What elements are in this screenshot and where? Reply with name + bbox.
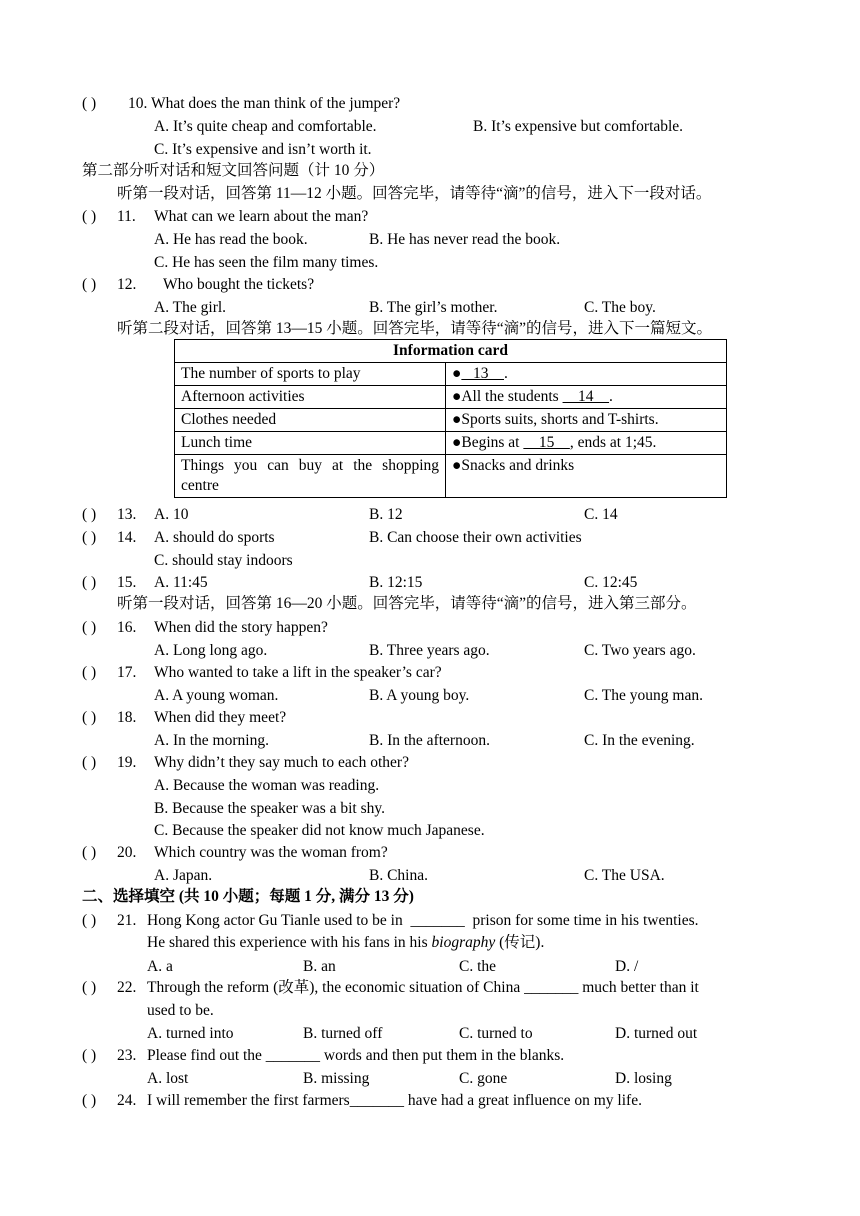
answer-paren[interactable]: ( )	[82, 1092, 97, 1109]
question-number: 19.	[117, 754, 137, 771]
question-11-stem: What can we learn about the man?	[154, 208, 369, 225]
question-number: 24.	[117, 1092, 137, 1109]
card-label-afternoon: Afternoon activities	[175, 386, 446, 409]
card-title: Information card	[175, 340, 727, 363]
part2-heading: 第二部分听对话和短文回答问题（计 10 分）	[82, 162, 385, 179]
q14-option-b: B. Can choose their own activities	[369, 529, 582, 546]
q15-option-b: B. 12:15	[369, 574, 423, 591]
answer-paren[interactable]: ( )	[82, 844, 97, 861]
q17-option-c: C. The young man.	[584, 687, 703, 704]
q18-option-c: C. In the evening.	[584, 732, 695, 749]
q11-option-a: A. He has read the book.	[154, 231, 308, 248]
q21-option-b: B. an	[303, 958, 336, 975]
question-number: 22.	[117, 979, 137, 996]
card-value-shopping: ●Snacks and drinks	[446, 455, 727, 498]
q12-option-c: C. The boy.	[584, 299, 656, 316]
question-10-stem: 10. What does the man think of the jumper?	[128, 95, 401, 112]
question-18-stem: When did they meet?	[154, 709, 287, 726]
question-number: 23.	[117, 1047, 137, 1064]
question-24-stem: I will remember the first farmers_______ have had a great influence on my life.	[147, 1092, 642, 1109]
q20-option-b: B. China.	[369, 867, 428, 884]
question-22-stem-line1: Through the reform (改革), the economic situation of China _______ much better than it	[147, 979, 699, 996]
q16-option-a: A. Long long ago.	[154, 642, 268, 659]
question-23-stem: Please find out the _______ words and then put them in the blanks.	[147, 1047, 565, 1064]
question-number: 17.	[117, 664, 137, 681]
question-number: 12.	[117, 276, 137, 293]
question-21-stem-line1: Hong Kong actor Gu Tianle used to be in _______ prison for some time in his twenties.	[147, 912, 699, 929]
question-12-stem: Who bought the tickets?	[163, 276, 315, 293]
q23-option-b: B. missing	[303, 1070, 370, 1087]
q16-option-b: B. Three years ago.	[369, 642, 490, 659]
information-card-table	[174, 339, 727, 498]
q10-option-c: C. It’s expensive and isn’t worth it.	[154, 141, 372, 158]
question-20-stem: Which country was the woman from?	[154, 844, 388, 861]
q21-option-d: D. /	[615, 958, 639, 975]
question-16-stem: When did the story happen?	[154, 619, 328, 636]
section2-heading: 二、选择填空 (共 10 小题；每题 1 分, 满分 13 分)	[82, 888, 414, 905]
q23-option-a: A. lost	[147, 1070, 189, 1087]
q20-option-a: A. Japan.	[154, 867, 213, 884]
q13-option-a: A. 10	[154, 506, 189, 523]
q22-option-b: B. turned off	[303, 1025, 383, 1042]
answer-paren[interactable]: ( )	[82, 754, 97, 771]
card-label-shopping: Things you can buy at the shopping centre	[175, 455, 446, 498]
answer-paren[interactable]: ( )	[82, 95, 97, 112]
q10-option-b: B. It’s expensive but comfortable.	[473, 118, 684, 135]
q15-option-c: C. 12:45	[584, 574, 638, 591]
answer-paren[interactable]: ( )	[82, 709, 97, 726]
answer-paren[interactable]: ( )	[82, 529, 97, 546]
blank-15[interactable]: 15	[523, 434, 570, 451]
answer-paren[interactable]: ( )	[82, 664, 97, 681]
question-19-stem: Why didn’t they say much to each other?	[154, 754, 409, 771]
answer-paren[interactable]: ( )	[82, 619, 97, 636]
card-label-clothes: Clothes needed	[175, 409, 446, 432]
card-label-lunch: Lunch time	[175, 432, 446, 455]
q13-option-b: B. 12	[369, 506, 403, 523]
answer-paren[interactable]: ( )	[82, 1047, 97, 1064]
blank-14[interactable]: 14	[562, 388, 610, 405]
answer-paren[interactable]: ( )	[82, 574, 97, 591]
q16-option-c: C. Two years ago.	[584, 642, 696, 659]
question-number: 18.	[117, 709, 137, 726]
blank-13[interactable]: 13	[461, 365, 504, 382]
q20-option-c: C. The USA.	[584, 867, 665, 884]
question-number: 14.	[117, 529, 137, 546]
q23-option-c: C. gone	[459, 1070, 508, 1087]
q17-option-b: B. A young boy.	[369, 687, 470, 704]
question-number: 11.	[117, 208, 136, 225]
q21-option-c: C. the	[459, 958, 497, 975]
question-17-stem: Who wanted to take a lift in the speaker’s car?	[154, 664, 442, 681]
card-label-sports: The number of sports to play	[175, 363, 446, 386]
question-number: 21.	[117, 912, 137, 929]
q23-option-d: D. losing	[615, 1070, 672, 1087]
q19-option-b: B. Because the speaker was a bit shy.	[154, 800, 385, 817]
instruction-13-15: 听第二段对话，回答第 13—15 小题。回答完毕，请等待“滴”的信号，进入下一篇短文。	[117, 320, 713, 337]
answer-paren[interactable]: ( )	[82, 276, 97, 293]
question-number: 13.	[117, 506, 137, 523]
question-21-stem-line2: He shared this experience with his fans in his biography (传记).	[147, 934, 545, 951]
q11-option-c: C. He has seen the film many times.	[154, 254, 379, 271]
q13-option-c: C. 14	[584, 506, 618, 523]
answer-paren[interactable]: ( )	[82, 912, 97, 929]
answer-paren[interactable]: ( )	[82, 979, 97, 996]
card-value-sports: ● 13 .	[446, 363, 727, 386]
q18-option-b: B. In the afternoon.	[369, 732, 490, 749]
instruction-16-20: 听第一段对话，回答第 16—20 小题。回答完毕，请等待“滴”的信号，进入第三部分。	[117, 595, 697, 612]
q12-option-b: B. The girl’s mother.	[369, 299, 498, 316]
q18-option-a: A. In the morning.	[154, 732, 269, 749]
q11-option-b: B. He has never read the book.	[369, 231, 561, 248]
q15-option-a: A. 11:45	[154, 574, 208, 591]
q22-option-a: A. turned into	[147, 1025, 234, 1042]
question-number: 20.	[117, 844, 137, 861]
q14-option-c: C. should stay indoors	[154, 552, 293, 569]
question-number: 15.	[117, 574, 137, 591]
answer-paren[interactable]: ( )	[82, 506, 97, 523]
card-value-lunch: ●Begins at 15 , ends at 1;45.	[446, 432, 727, 455]
q22-option-d: D. turned out	[615, 1025, 698, 1042]
card-value-afternoon: ●All the students 14 .	[446, 386, 727, 409]
q12-option-a: A. The girl.	[154, 299, 227, 316]
instruction-11-12: 听第一段对话，回答第 11—12 小题。回答完毕，请等待“滴”的信号，进入下一段对话。	[117, 185, 712, 202]
q19-option-a: A. Because the woman was reading.	[154, 777, 380, 794]
question-22-stem-line2: used to be.	[147, 1002, 214, 1019]
q22-option-c: C. turned to	[459, 1025, 533, 1042]
q19-option-c: C. Because the speaker did not know much Japanese.	[154, 822, 485, 839]
q14-option-a: A. should do sports	[154, 529, 275, 546]
answer-paren[interactable]: ( )	[82, 208, 97, 225]
card-value-clothes: ●Sports suits, shorts and T-shirts.	[446, 409, 727, 432]
q10-option-a: A. It’s quite cheap and comfortable.	[154, 118, 377, 135]
q17-option-a: A. A young woman.	[154, 687, 279, 704]
q21-option-a: A. a	[147, 958, 173, 975]
question-number: 16.	[117, 619, 137, 636]
